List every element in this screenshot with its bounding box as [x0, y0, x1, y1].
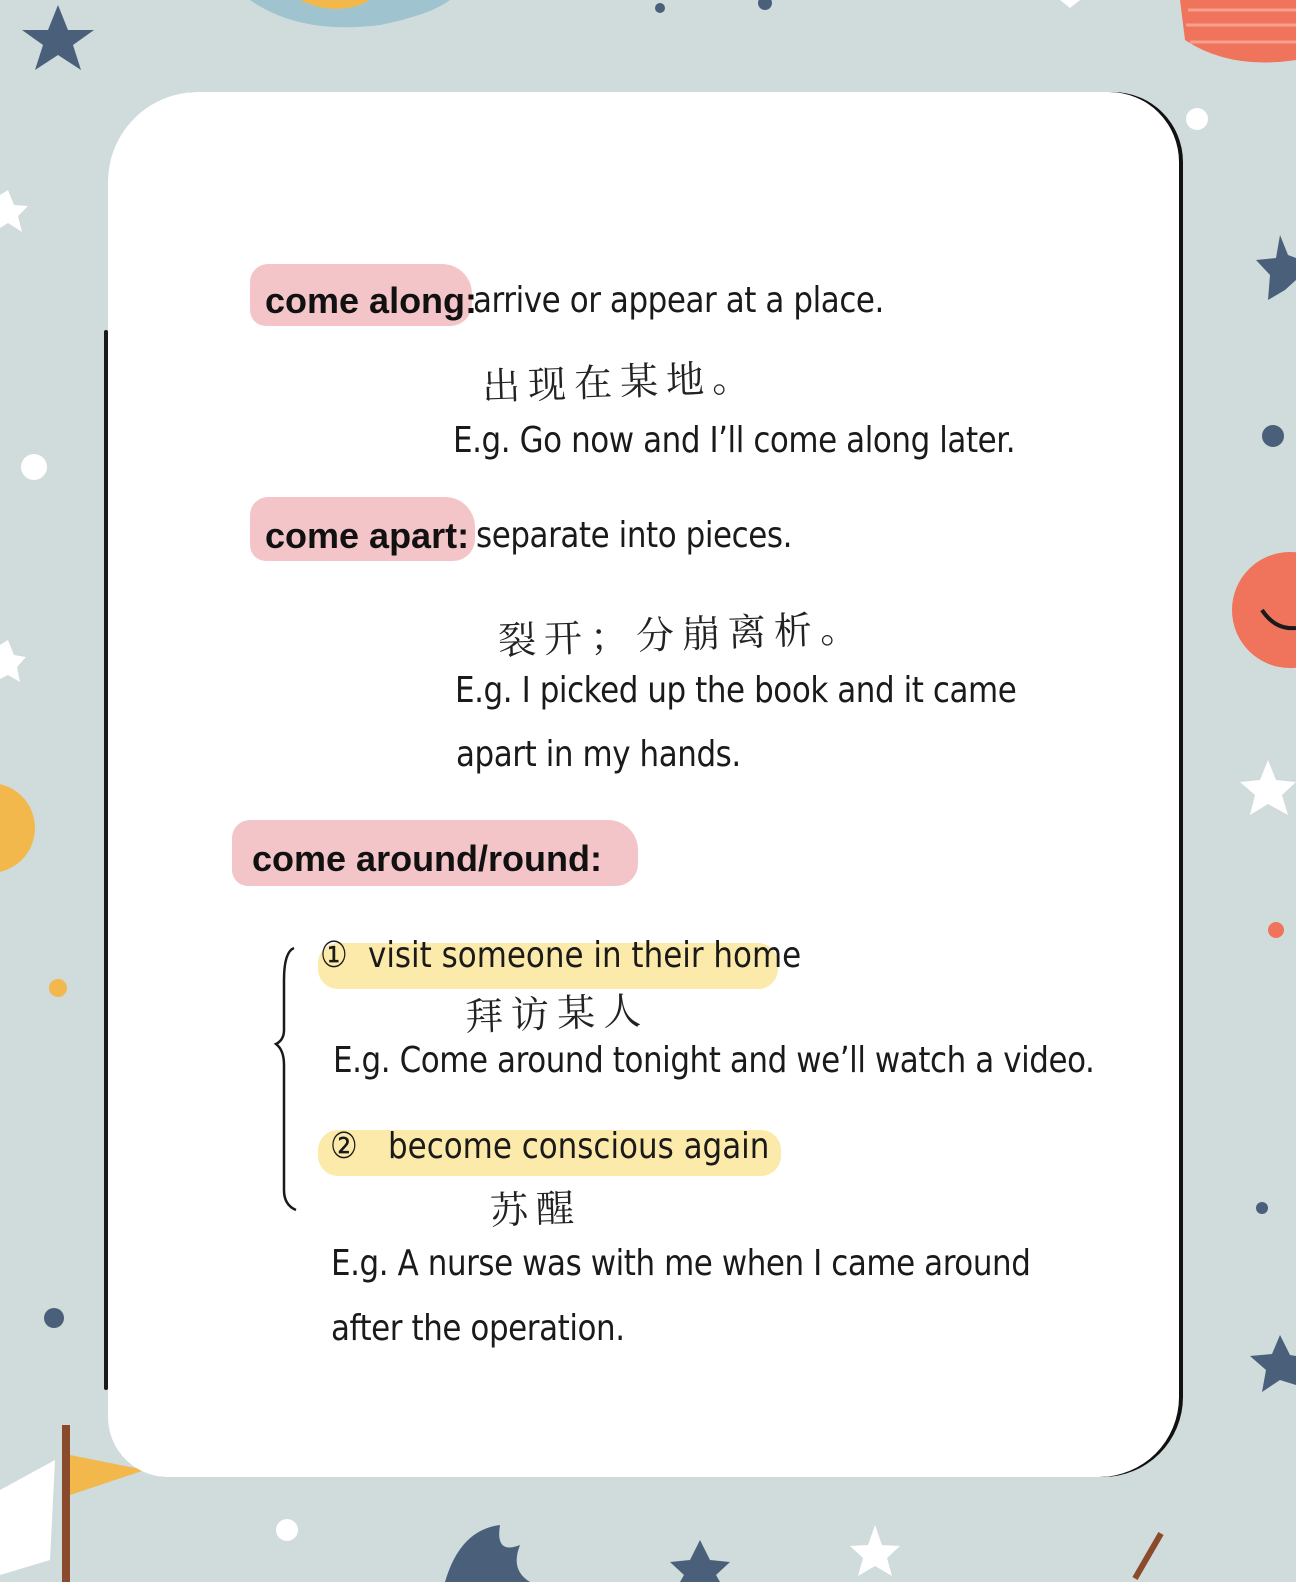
- plant-icon: [445, 1525, 530, 1582]
- chinese-come-along: 出现在某地。: [481, 355, 759, 409]
- term-come-apart: come apart:: [265, 515, 470, 556]
- star-icon: [1256, 235, 1296, 300]
- flag-pole-icon: [62, 1425, 70, 1582]
- example-come-along: E.g. Go now and I’ll come along later.: [453, 420, 1016, 461]
- chinese-sense-1: 拜访某人: [464, 988, 650, 1039]
- example-sense-1: E.g. Come around tonight and we’ll watch a video.: [333, 1040, 1095, 1081]
- star-icon: [22, 5, 94, 70]
- definition-come-along: arrive or appear at a place.: [473, 280, 884, 321]
- example-come-apart-line1: E.g. I picked up the book and it came: [455, 670, 1017, 711]
- definition-come-apart: separate into pieces.: [476, 515, 792, 556]
- star-icon: [1240, 760, 1296, 815]
- star-icon: [1250, 1335, 1296, 1392]
- example-sense-2-line2: after the operation.: [331, 1308, 625, 1349]
- star-icon: [850, 1525, 900, 1576]
- brace-bracket: [272, 940, 312, 1220]
- sense-definition-2: become conscious again: [388, 1126, 770, 1167]
- star-icon: [670, 1540, 730, 1582]
- star-icon: [0, 190, 28, 232]
- chinese-come-apart: 裂开；分崩离析。: [497, 606, 867, 663]
- example-come-apart-line2: apart in my hands.: [456, 734, 741, 775]
- sense-marker-2: ②: [330, 1126, 358, 1167]
- example-sense-2-line1: E.g. A nurse was with me when I came around: [331, 1243, 1031, 1284]
- sense-definition-1: visit someone in their home: [368, 935, 802, 976]
- term-come-along: come along:: [265, 280, 478, 321]
- star-icon: [0, 640, 26, 682]
- term-come-around: come around/round:: [252, 838, 602, 879]
- sun-icon: [0, 783, 35, 873]
- chinese-sense-2: 苏醒: [489, 1185, 583, 1233]
- sense-marker-1: ①: [320, 935, 348, 976]
